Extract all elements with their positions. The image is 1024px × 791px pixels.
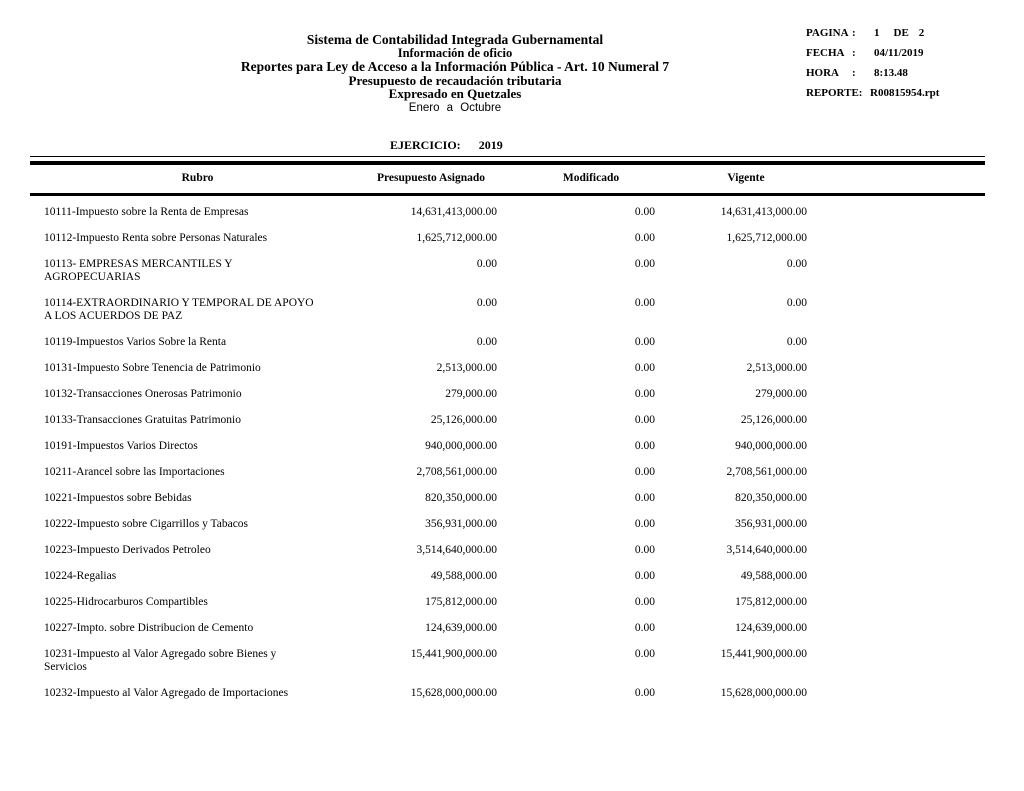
cell-filler xyxy=(837,680,985,706)
cell-rubro xyxy=(30,194,365,225)
vigente-text: 14,631,413,000.00 xyxy=(720,205,807,218)
asignado-text: 940,000,000.00 xyxy=(425,439,497,452)
table-row xyxy=(30,615,985,641)
cell-filler xyxy=(837,459,985,485)
header-modificado: Modificado xyxy=(527,163,685,195)
rubro-text: 10191-Impuestos Varios Directos xyxy=(44,439,198,452)
vigente-text: 820,350,000.00 xyxy=(735,491,807,504)
cell-rubro xyxy=(30,225,365,251)
table-row xyxy=(30,225,985,251)
cell-filler xyxy=(837,485,985,511)
table-row xyxy=(30,537,985,563)
table-row xyxy=(30,194,985,225)
cell-modificado xyxy=(527,537,685,563)
cell-filler xyxy=(837,589,985,615)
cell-vigente xyxy=(685,355,837,381)
table-row xyxy=(30,589,985,615)
cell-rubro xyxy=(30,563,365,589)
table-row xyxy=(30,433,985,459)
vigente-text: 940,000,000.00 xyxy=(735,439,807,452)
table-row xyxy=(30,290,985,329)
table-header xyxy=(30,163,985,195)
budget-table-container xyxy=(30,156,985,706)
asignado-text: 0.00 xyxy=(476,335,497,348)
modificado-text: 0.00 xyxy=(634,595,655,608)
report-subtitle-presupuesto: Presupuesto de recaudación tributaria xyxy=(348,72,562,88)
table-row xyxy=(30,485,985,511)
rubro-text: 10132-Transacciones Onerosas Patrimonio xyxy=(44,387,242,400)
modificado-text: 0.00 xyxy=(634,413,655,426)
modificado-text: 0.00 xyxy=(634,231,655,244)
asignado-text: 2,513,000.00 xyxy=(436,361,497,374)
cell-vigente xyxy=(685,680,837,706)
vigente-text: 356,931,000.00 xyxy=(735,517,807,530)
vigente-text: 15,628,000,000.00 xyxy=(720,686,807,699)
cell-rubro xyxy=(30,459,365,485)
hora-label: HORA xyxy=(806,67,839,79)
asignado-text: 49,588,000.00 xyxy=(430,569,497,582)
table-header-row xyxy=(30,163,985,195)
rubro-text: 10211-Arancel sobre las Importaciones xyxy=(44,465,225,478)
cell-rubro xyxy=(30,329,365,355)
cell-modificado xyxy=(527,290,685,329)
cell-rubro xyxy=(30,485,365,511)
cell-asignado xyxy=(365,290,527,329)
table-row xyxy=(30,563,985,589)
asignado-text: 14,631,413,000.00 xyxy=(410,205,497,218)
cell-rubro xyxy=(30,251,365,290)
cell-filler xyxy=(837,225,985,251)
table-row xyxy=(30,381,985,407)
vigente-text: 0.00 xyxy=(786,257,807,270)
rubro-text: 10114-EXTRAORDINARIO Y TEMPORAL DE APOYO A LOS ACUERDOS DE PAZ xyxy=(44,296,314,322)
report-subtitle-moneda: Expresado en Quetzales xyxy=(388,86,522,101)
hora-colon: : xyxy=(852,67,856,79)
modificado-text: 0.00 xyxy=(634,361,655,374)
cell-modificado xyxy=(527,251,685,290)
cell-asignado xyxy=(365,355,527,381)
modificado-text: 0.00 xyxy=(634,569,655,582)
cell-rubro xyxy=(30,381,365,407)
cell-vigente xyxy=(685,290,837,329)
cell-asignado xyxy=(365,563,527,589)
table-row xyxy=(30,511,985,537)
cell-modificado xyxy=(527,485,685,511)
cell-asignado xyxy=(365,459,527,485)
cell-asignado xyxy=(365,381,527,407)
cell-modificado xyxy=(527,194,685,225)
rubro-text: 10111-Impuesto sobre la Renta de Empresas xyxy=(44,205,249,218)
modificado-text: 0.00 xyxy=(634,621,655,634)
vigente-text: 124,639,000.00 xyxy=(735,621,807,634)
cell-asignado xyxy=(365,225,527,251)
cell-rubro xyxy=(30,537,365,563)
cell-modificado xyxy=(527,641,685,680)
asignado-text: 25,126,000.00 xyxy=(430,413,497,426)
cell-filler xyxy=(837,407,985,433)
rubro-text: 10225-Hidrocarburos Compartibles xyxy=(44,595,208,608)
cell-modificado xyxy=(527,680,685,706)
table-row xyxy=(30,329,985,355)
vigente-text: 175,812,000.00 xyxy=(735,595,807,608)
asignado-text: 15,628,000,000.00 xyxy=(410,686,497,699)
table-row xyxy=(30,459,985,485)
report-subtitle-oficio: Información de oficio xyxy=(397,45,513,60)
cell-asignado xyxy=(365,680,527,706)
cell-vigente xyxy=(685,407,837,433)
vigente-text: 15,441,900,000.00 xyxy=(720,647,807,660)
cell-filler xyxy=(837,511,985,537)
fecha-label: FECHA xyxy=(806,47,845,59)
fecha-colon: : xyxy=(852,47,856,59)
rubro-text: 10131-Impuesto Sobre Tenencia de Patrimonio xyxy=(44,361,261,374)
rubro-text: 10232-Impuesto al Valor Agregado de Importaciones xyxy=(44,686,289,699)
cell-filler xyxy=(837,355,985,381)
cell-asignado xyxy=(365,641,527,680)
pagina-value: 1 xyxy=(874,27,880,39)
asignado-text: 124,639,000.00 xyxy=(425,621,497,634)
modificado-text: 0.00 xyxy=(634,439,655,452)
cell-modificado xyxy=(527,433,685,459)
cell-asignado xyxy=(365,615,527,641)
cell-vigente xyxy=(685,225,837,251)
modificado-text: 0.00 xyxy=(634,543,655,556)
cell-vigente xyxy=(685,329,837,355)
rubro-text: 10112-Impuesto Renta sobre Personas Naturales xyxy=(44,231,268,244)
cell-asignado xyxy=(365,251,527,290)
pagina-de-label: DE xyxy=(893,27,909,39)
rubro-text: 10221-Impuestos sobre Bebidas xyxy=(44,491,192,504)
vigente-text: 25,126,000.00 xyxy=(740,413,807,426)
cell-vigente xyxy=(685,589,837,615)
exercise-line xyxy=(390,139,503,152)
cell-filler xyxy=(837,641,985,680)
modificado-text: 0.00 xyxy=(634,257,655,270)
modificado-text: 0.00 xyxy=(634,647,655,660)
cell-modificado xyxy=(527,329,685,355)
vigente-text: 0.00 xyxy=(786,335,807,348)
header-rubro: Rubro xyxy=(30,163,365,195)
cell-asignado xyxy=(365,329,527,355)
cell-vigente xyxy=(685,511,837,537)
report-title: Sistema de Contabilidad Integrada Gubernamental xyxy=(306,32,604,47)
cell-modificado xyxy=(527,381,685,407)
cell-modificado xyxy=(527,407,685,433)
cell-vigente xyxy=(685,459,837,485)
cell-rubro xyxy=(30,355,365,381)
table-row xyxy=(30,680,985,706)
cell-rubro xyxy=(30,511,365,537)
modificado-text: 0.00 xyxy=(634,491,655,504)
cell-vigente xyxy=(685,485,837,511)
asignado-text: 279,000.00 xyxy=(445,387,497,400)
asignado-text: 2,708,561,000.00 xyxy=(416,465,497,478)
modificado-text: 0.00 xyxy=(634,387,655,400)
vigente-text: 49,588,000.00 xyxy=(740,569,807,582)
exercise-value: 2019 xyxy=(478,138,503,152)
cell-asignado xyxy=(365,407,527,433)
cell-asignado xyxy=(365,194,527,225)
asignado-text: 3,514,640,000.00 xyxy=(416,543,497,556)
modificado-text: 0.00 xyxy=(634,465,655,478)
rubro-text: 10223-Impuesto Derivados Petroleo xyxy=(44,543,211,556)
cell-asignado xyxy=(365,433,527,459)
asignado-text: 0.00 xyxy=(476,296,497,309)
table-row xyxy=(30,355,985,381)
vigente-text: 2,513,000.00 xyxy=(746,361,807,374)
cell-modificado xyxy=(527,225,685,251)
cell-rubro xyxy=(30,680,365,706)
cell-filler xyxy=(837,381,985,407)
meta-reporte-row xyxy=(806,87,1006,100)
pagina-colon: : xyxy=(852,27,856,39)
rubro-text: 10227-Impto. sobre Distribucion de Cemento xyxy=(44,621,254,634)
vigente-text: 1,625,712,000.00 xyxy=(726,231,807,244)
cell-filler xyxy=(837,290,985,329)
budget-table xyxy=(30,161,985,707)
vigente-text: 2,708,561,000.00 xyxy=(726,465,807,478)
cell-vigente xyxy=(685,194,837,225)
cell-vigente xyxy=(685,537,837,563)
fecha-value: 04/11/2019 xyxy=(874,47,924,59)
cell-rubro xyxy=(30,407,365,433)
cell-rubro xyxy=(30,615,365,641)
exercise-label: EJERCICIO: xyxy=(390,138,461,152)
cell-modificado xyxy=(527,589,685,615)
cell-asignado xyxy=(365,537,527,563)
rubro-text: 10222-Impuesto sobre Cigarrillos y Tabacos xyxy=(44,517,249,530)
cell-vigente xyxy=(685,641,837,680)
table-row xyxy=(30,407,985,433)
table-row xyxy=(30,251,985,290)
cell-asignado xyxy=(365,485,527,511)
cell-filler xyxy=(837,329,985,355)
header-vigente: Vigente xyxy=(685,163,837,195)
rubro-text: 10224-Regalias xyxy=(44,569,117,582)
cell-vigente xyxy=(685,433,837,459)
report-period: Enero a Octubre xyxy=(408,101,502,114)
meta-pagina-row xyxy=(806,27,1006,40)
modificado-text: 0.00 xyxy=(634,686,655,699)
cell-filler xyxy=(837,194,985,225)
cell-vigente xyxy=(685,615,837,641)
table-row xyxy=(30,641,985,680)
cell-modificado xyxy=(527,563,685,589)
table-body xyxy=(30,194,985,706)
modificado-text: 0.00 xyxy=(634,296,655,309)
report-meta-block xyxy=(806,27,1006,107)
reporte-label: REPORTE: xyxy=(806,87,863,99)
cell-modificado xyxy=(527,511,685,537)
cell-rubro xyxy=(30,589,365,615)
cell-filler xyxy=(837,537,985,563)
modificado-text: 0.00 xyxy=(634,517,655,530)
vigente-text: 3,514,640,000.00 xyxy=(726,543,807,556)
vigente-text: 279,000.00 xyxy=(755,387,807,400)
rubro-text: 10133-Transacciones Gratuitas Patrimonio xyxy=(44,413,241,426)
cell-modificado xyxy=(527,459,685,485)
cell-filler xyxy=(837,251,985,290)
cell-vigente xyxy=(685,563,837,589)
cell-rubro xyxy=(30,433,365,459)
cell-rubro xyxy=(30,641,365,680)
report-title-block xyxy=(155,33,755,116)
asignado-text: 356,931,000.00 xyxy=(425,517,497,530)
vigente-text: 0.00 xyxy=(786,296,807,309)
rubro-text: 10113- EMPRESAS MERCANTILES Y AGROPECUARIAS xyxy=(44,257,233,283)
meta-fecha-row xyxy=(806,47,1006,60)
asignado-text: 820,350,000.00 xyxy=(425,491,497,504)
asignado-text: 15,441,900,000.00 xyxy=(410,647,497,660)
cell-asignado xyxy=(365,589,527,615)
pagina-total-value: 2 xyxy=(918,27,925,39)
cell-modificado xyxy=(527,615,685,641)
report-subtitle-ley: Reportes para Ley de Acceso a la Información Pública - Art. 10 Numeral 7 xyxy=(240,59,670,74)
rubro-text: 10231-Impuesto al Valor Agregado sobre Bienes y Servicios xyxy=(44,647,277,673)
cell-filler xyxy=(837,433,985,459)
asignado-text: 1,625,712,000.00 xyxy=(416,231,497,244)
cell-rubro xyxy=(30,290,365,329)
cell-vigente xyxy=(685,251,837,290)
cell-asignado xyxy=(365,511,527,537)
header-filler xyxy=(837,163,985,195)
cell-filler xyxy=(837,563,985,589)
hora-value: 8:13.48 xyxy=(874,67,908,79)
meta-hora-row xyxy=(806,67,1006,80)
cell-filler xyxy=(837,615,985,641)
asignado-text: 0.00 xyxy=(476,257,497,270)
asignado-text: 175,812,000.00 xyxy=(425,595,497,608)
rubro-text: 10119-Impuestos Varios Sobre la Renta xyxy=(44,335,227,348)
modificado-text: 0.00 xyxy=(634,205,655,218)
header-asignado: Presupuesto Asignado xyxy=(365,163,527,195)
modificado-text: 0.00 xyxy=(634,335,655,348)
cell-vigente xyxy=(685,381,837,407)
pagina-label: PAGINA xyxy=(806,27,849,39)
cell-modificado xyxy=(527,355,685,381)
reporte-value: R00815954.rpt xyxy=(870,87,940,99)
